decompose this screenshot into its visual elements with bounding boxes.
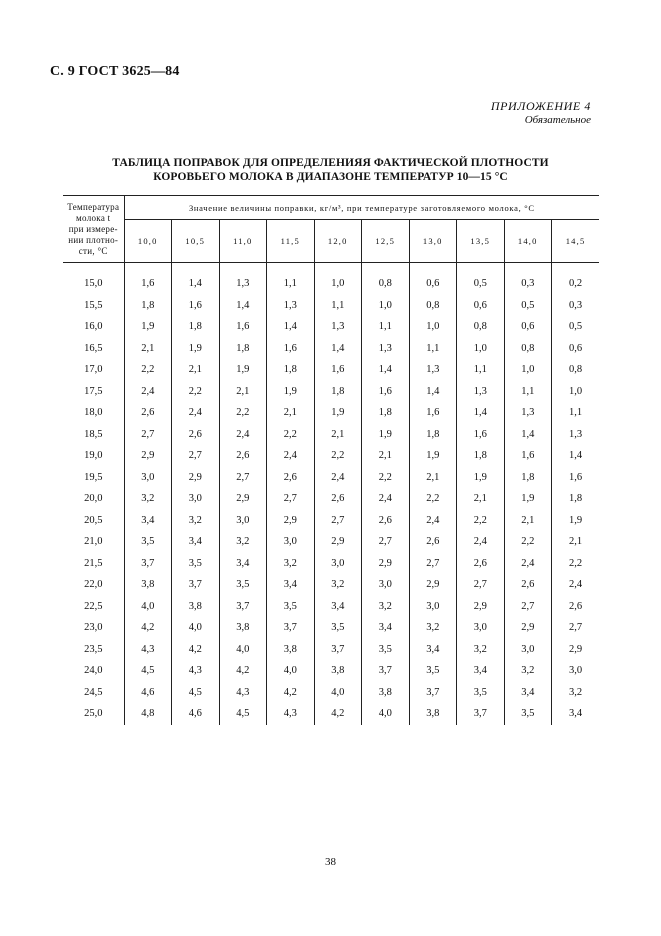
correction-table [63,195,599,725]
correction-value: 1,9 [124,316,172,338]
correction-value: 2,9 [362,553,410,575]
correction-value: 2,4 [504,553,552,575]
appendix-label [491,99,591,127]
table-row [63,510,599,532]
correction-value: 3,0 [314,553,362,575]
correction-value: 2,1 [409,467,457,489]
table-row [63,682,599,704]
column-header: 12,0 [314,220,362,263]
correction-value: 1,3 [267,295,315,317]
spacer-cell [63,263,124,274]
correction-value: 1,8 [504,467,552,489]
corner-header-line: нии плотно- [68,234,119,245]
correction-value: 1,8 [124,295,172,317]
correction-value: 4,0 [172,617,220,639]
correction-value: 0,6 [504,316,552,338]
correction-value: 2,2 [569,557,583,569]
correction-value: 1,6 [219,316,267,338]
correction-value: 1,8 [569,493,583,505]
correction-value: 2,4 [267,445,315,467]
correction-value: 4,3 [219,682,267,704]
correction-value: 3,4 [362,617,410,639]
correction-value: 3,7 [219,596,267,618]
table-row [63,295,599,317]
correction-value: 1,3 [219,273,267,295]
correction-value: 3,2 [362,596,410,618]
table-row [63,467,599,489]
correction-value: 4,3 [267,703,315,725]
correction-value: 1,9 [314,402,362,424]
correction-value: 2,1 [457,488,505,510]
correction-value: 1,9 [172,338,220,360]
correction-value: 1,0 [569,385,583,397]
correction-value: 1,8 [457,445,505,467]
correction-value: 0,6 [569,342,583,354]
correction-value: 4,8 [124,703,172,725]
correction-value: 2,6 [314,488,362,510]
correction-value: 4,6 [124,682,172,704]
table-row [63,553,599,575]
correction-value: 2,1 [172,359,220,381]
correction-value: 0,6 [409,273,457,295]
row-temperature: 16,5 [63,338,124,360]
correction-value: 2,2 [267,424,315,446]
correction-value: 1,8 [172,316,220,338]
correction-value: 2,7 [504,596,552,618]
correction-value: 1,6 [362,381,410,403]
row-temperature: 18,5 [63,424,124,446]
correction-value: 2,7 [362,531,410,553]
correction-value: 2,9 [314,531,362,553]
correction-value: 3,7 [172,574,220,596]
correction-value: 2,1 [569,536,583,548]
correction-value: 3,4 [124,510,172,532]
correction-value: 3,0 [172,488,220,510]
correction-value: 3,8 [172,596,220,618]
correction-value: 3,2 [314,574,362,596]
table-row [63,617,599,639]
correction-value: 1,8 [219,338,267,360]
correction-value: 3,7 [409,682,457,704]
table-row [63,273,599,295]
correction-value: 3,2 [504,660,552,682]
correction-value: 0,8 [362,273,410,295]
correction-value: 2,2 [504,531,552,553]
correction-value: 2,6 [457,553,505,575]
correction-value: 3,4 [504,682,552,704]
correction-value: 0,8 [504,338,552,360]
spacer-cell [409,263,457,274]
correction-value: 2,2 [457,510,505,532]
correction-value: 1,9 [267,381,315,403]
table-row [63,660,599,682]
row-temperature: 21,0 [63,531,124,553]
spacer-cell [362,263,410,274]
correction-value: 0,2 [569,278,583,290]
table-row [63,596,599,618]
corner-header-line: сти, °С [78,245,108,256]
correction-value: 2,6 [172,424,220,446]
correction-value: 1,3 [504,402,552,424]
corner-header-line: Температура [67,201,120,212]
column-header-row [63,220,599,263]
appendix-subtitle: Обязательное [524,114,591,126]
correction-value: 3,7 [124,553,172,575]
correction-value: 2,7 [124,424,172,446]
table-row [63,338,599,360]
table-row [63,639,599,661]
correction-value: 1,1 [267,273,315,295]
correction-value: 2,2 [362,467,410,489]
correction-value: 1,9 [362,424,410,446]
correction-value: 3,4 [569,708,583,720]
correction-value: 3,8 [314,660,362,682]
spacer-cell [552,263,600,274]
row-temperature: 22,0 [63,574,124,596]
correction-value: 2,6 [569,600,583,612]
table-title-line-2: КОРОВЬЕГО МОЛОКА В ДИАПАЗОНЕ ТЕМПЕРАТУР 10—15 °С [153,171,508,183]
correction-value: 3,5 [504,703,552,725]
correction-value: 3,2 [267,553,315,575]
correction-value: 1,1 [409,338,457,360]
correction-value: 3,5 [267,596,315,618]
correction-value: 1,9 [504,488,552,510]
correction-value: 3,7 [362,660,410,682]
correction-value: 1,4 [569,450,583,462]
spacer-cell [457,263,505,274]
correction-value: 2,2 [172,381,220,403]
page-number: 38 [325,856,336,868]
correction-value: 1,3 [569,428,583,440]
correction-value: 3,5 [219,574,267,596]
page-header: С. 9 ГОСТ 3625—84 [50,64,180,79]
correction-value: 2,7 [409,553,457,575]
correction-value: 2,6 [409,531,457,553]
corner-header [63,196,124,263]
correction-value: 2,1 [362,445,410,467]
correction-value: 1,4 [409,381,457,403]
correction-value: 4,2 [267,682,315,704]
row-temperature: 23,0 [63,617,124,639]
correction-value: 2,9 [219,488,267,510]
row-temperature: 15,5 [63,295,124,317]
correction-value: 3,4 [314,596,362,618]
correction-value: 0,8 [569,364,583,376]
correction-value: 2,4 [172,402,220,424]
correction-value: 2,4 [362,488,410,510]
correction-value: 2,9 [457,596,505,618]
correction-value: 3,4 [267,574,315,596]
correction-value: 1,4 [219,295,267,317]
column-header: 11,0 [219,220,267,263]
correction-value: 2,6 [219,445,267,467]
correction-value: 2,1 [124,338,172,360]
correction-value: 0,8 [457,316,505,338]
correction-value: 1,3 [314,316,362,338]
spacer-cell [124,263,172,274]
correction-value: 0,3 [504,273,552,295]
correction-value: 2,2 [124,359,172,381]
correction-value: 1,3 [409,359,457,381]
correction-value: 4,3 [124,639,172,661]
correction-value: 3,0 [504,639,552,661]
correction-value: 2,1 [267,402,315,424]
table-row [63,359,599,381]
row-temperature: 18,0 [63,402,124,424]
spacer-row [63,263,599,274]
appendix-title: ПРИЛОЖЕНИЕ 4 [490,99,591,113]
row-temperature: 20,0 [63,488,124,510]
spacer-cell [314,263,362,274]
correction-value: 1,0 [314,273,362,295]
row-temperature: 21,5 [63,553,124,575]
column-header: 11,5 [267,220,315,263]
correction-value: 2,9 [409,574,457,596]
correction-value: 0,5 [457,273,505,295]
correction-value: 3,5 [124,531,172,553]
correction-value: 2,2 [409,488,457,510]
correction-value: 3,4 [172,531,220,553]
correction-value: 2,4 [124,381,172,403]
correction-value: 1,8 [409,424,457,446]
correction-value: 3,4 [219,553,267,575]
correction-value: 3,5 [409,660,457,682]
correction-value: 2,4 [219,424,267,446]
row-temperature: 24,0 [63,660,124,682]
table-row [63,424,599,446]
correction-value: 1,9 [409,445,457,467]
correction-value: 0,5 [504,295,552,317]
correction-value: 4,6 [172,703,220,725]
correction-value: 3,5 [457,682,505,704]
correction-value: 3,0 [409,596,457,618]
correction-value: 1,6 [504,445,552,467]
correction-value: 4,0 [267,660,315,682]
correction-value: 1,4 [457,402,505,424]
correction-value: 4,0 [219,639,267,661]
correction-value: 2,6 [267,467,315,489]
correction-value: 4,0 [314,682,362,704]
correction-value: 2,9 [504,617,552,639]
correction-value: 3,4 [457,660,505,682]
correction-value: 1,3 [457,381,505,403]
correction-value: 2,4 [569,579,583,591]
corner-header-line: при измере- [68,223,118,234]
correction-value: 4,2 [172,639,220,661]
correction-value: 1,6 [457,424,505,446]
correction-value: 2,2 [314,445,362,467]
correction-value: 1,6 [124,273,172,295]
corner-header-line: молока t [76,212,111,223]
table-row [63,488,599,510]
correction-value: 1,1 [362,316,410,338]
correction-value: 2,6 [504,574,552,596]
table-body [63,263,599,725]
correction-value: 2,4 [457,531,505,553]
correction-value: 3,0 [219,510,267,532]
row-temperature: 16,0 [63,316,124,338]
correction-value: 1,8 [267,359,315,381]
correction-value: 1,6 [569,471,583,483]
row-temperature: 24,5 [63,682,124,704]
row-temperature: 22,5 [63,596,124,618]
correction-value: 2,7 [569,622,583,634]
correction-value: 1,9 [457,467,505,489]
correction-value: 1,1 [569,407,583,419]
correction-value: 3,5 [172,553,220,575]
correction-value: 4,5 [172,682,220,704]
spacer-cell [504,263,552,274]
table-row [63,574,599,596]
correction-value: 1,6 [172,295,220,317]
column-header: 10,5 [172,220,220,263]
correction-value: 2,1 [504,510,552,532]
correction-value: 2,6 [124,402,172,424]
correction-value: 4,5 [219,703,267,725]
correction-value: 3,8 [267,639,315,661]
column-header: 14,0 [504,220,552,263]
correction-value: 2,4 [409,510,457,532]
spacer-cell [172,263,220,274]
correction-value: 1,6 [314,359,362,381]
correction-value: 0,3 [569,299,583,311]
table-row [63,316,599,338]
column-header: 13,0 [409,220,457,263]
correction-value: 1,0 [362,295,410,317]
row-temperature: 20,5 [63,510,124,532]
correction-value: 4,5 [124,660,172,682]
correction-value: 4,2 [124,617,172,639]
correction-value: 4,3 [172,660,220,682]
table-row [63,445,599,467]
correction-value: 1,1 [504,381,552,403]
correction-value: 3,8 [409,703,457,725]
correction-value: 3,8 [362,682,410,704]
correction-value: 1,9 [569,514,583,526]
correction-value: 1,4 [172,273,220,295]
column-header: 14,5 [552,220,600,263]
correction-value: 2,9 [569,643,583,655]
row-temperature: 23,5 [63,639,124,661]
correction-value: 2,7 [267,488,315,510]
correction-value: 2,7 [172,445,220,467]
correction-value: 1,6 [267,338,315,360]
correction-value: 3,0 [267,531,315,553]
correction-value: 2,2 [219,402,267,424]
correction-value: 1,0 [409,316,457,338]
correction-value: 2,1 [314,424,362,446]
correction-value: 4,2 [314,703,362,725]
table-row [63,531,599,553]
row-temperature: 17,0 [63,359,124,381]
correction-value: 3,7 [314,639,362,661]
correction-value: 1,0 [504,359,552,381]
correction-value: 2,7 [457,574,505,596]
correction-value: 0,8 [409,295,457,317]
correction-value: 4,0 [124,596,172,618]
correction-value: 2,6 [362,510,410,532]
correction-value: 2,9 [124,445,172,467]
correction-table-wrap [63,195,599,725]
correction-value: 3,2 [409,617,457,639]
row-temperature: 25,0 [63,703,124,725]
table-row [63,381,599,403]
correction-value: 3,8 [124,574,172,596]
correction-value: 1,4 [314,338,362,360]
correction-value: 3,4 [409,639,457,661]
correction-value: 3,8 [219,617,267,639]
correction-value: 1,4 [362,359,410,381]
correction-value: 3,7 [457,703,505,725]
correction-value: 2,7 [314,510,362,532]
column-header: 12,5 [362,220,410,263]
correction-value: 1,4 [267,316,315,338]
correction-value: 3,5 [362,639,410,661]
correction-value: 3,0 [362,574,410,596]
table-row [63,703,599,725]
correction-value: 1,8 [314,381,362,403]
correction-value: 2,1 [219,381,267,403]
correction-value: 3,2 [124,488,172,510]
correction-value: 1,8 [362,402,410,424]
correction-value: 2,7 [219,467,267,489]
row-temperature: 17,5 [63,381,124,403]
table-title [0,156,661,184]
column-header: 13,5 [457,220,505,263]
table-title-line-1: ТАБЛИЦА ПОПРАВОК ДЛЯ ОПРЕДЕЛЕНИЯЯ ФАКТИЧЕСКОЙ ПЛОТНОСТИ [112,157,549,169]
correction-value: 1,6 [409,402,457,424]
correction-value: 3,2 [569,686,583,698]
correction-value: 3,2 [219,531,267,553]
correction-value: 1,0 [457,338,505,360]
row-temperature: 19,5 [63,467,124,489]
correction-value: 3,0 [457,617,505,639]
column-header: 10,0 [124,220,172,263]
correction-value: 3,2 [457,639,505,661]
correction-value: 3,5 [314,617,362,639]
correction-value: 4,2 [219,660,267,682]
spacer-cell [219,263,267,274]
table-row [63,402,599,424]
correction-value: 3,0 [124,467,172,489]
correction-value: 1,3 [362,338,410,360]
correction-span-header: Значение величины поправки, кг/м³, при температуре заготовляемого молока, °С [124,196,599,220]
correction-value: 3,0 [569,665,583,677]
correction-value: 0,6 [457,295,505,317]
row-temperature: 19,0 [63,445,124,467]
correction-value: 1,9 [219,359,267,381]
correction-value: 1,1 [314,295,362,317]
correction-value: 2,4 [314,467,362,489]
correction-value: 2,9 [267,510,315,532]
correction-value: 1,4 [504,424,552,446]
spacer-cell [267,263,315,274]
row-temperature: 15,0 [63,273,124,295]
correction-value: 0,5 [569,321,583,333]
correction-value: 2,9 [172,467,220,489]
correction-value: 1,1 [457,359,505,381]
correction-value: 3,7 [267,617,315,639]
correction-value: 4,0 [362,703,410,725]
correction-value: 3,2 [172,510,220,532]
